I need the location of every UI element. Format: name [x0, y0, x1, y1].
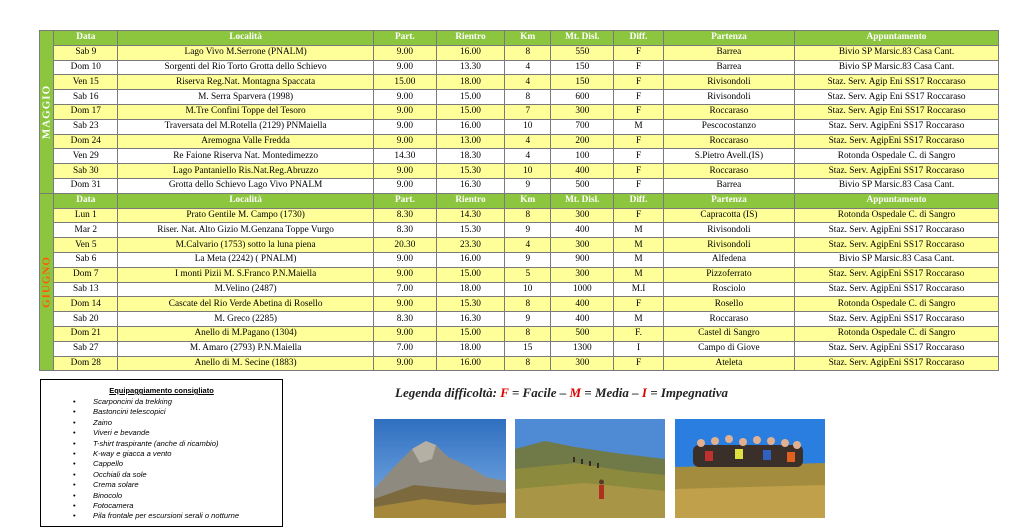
cell-start-place: Barrea	[663, 60, 794, 75]
column-header-start-place: Partenza	[663, 31, 794, 46]
cell-date: Dom 14	[54, 297, 118, 312]
cell-location: M.Tre Confini Toppe del Tesoro	[118, 104, 374, 119]
cell-start-place: Rosciolo	[663, 282, 794, 297]
cell-location: M. Greco (2285)	[118, 312, 374, 327]
cell-meeting-point: Staz. Serv. Agip Eni SS17 Roccaraso	[795, 90, 999, 105]
cell-start-place: Roccaraso	[663, 104, 794, 119]
table-row	[40, 178, 999, 193]
cell-date: Sab 9	[54, 45, 118, 60]
cell-departure-time: 8.30	[373, 312, 436, 327]
cell-meeting-point: Staz. Serv. AgipEni SS17 Roccaraso	[795, 312, 999, 327]
cell-departure-time: 9.00	[373, 104, 436, 119]
legend-m-letter: M	[569, 385, 582, 400]
equipment-item: • Occhiali da sole	[93, 470, 282, 480]
cell-date: Sab 20	[54, 312, 118, 327]
column-header-return-time: Rientro	[436, 31, 504, 46]
cell-elevation-gain: 300	[551, 238, 614, 253]
table-row	[40, 297, 999, 312]
cell-return-time: 16.30	[436, 312, 504, 327]
cell-elevation-gain: 300	[551, 208, 614, 223]
cell-meeting-point: Bivio SP Marsic.83 Casa Cant.	[795, 45, 999, 60]
cell-start-place: Roccaraso	[663, 134, 794, 149]
cell-start-place: S.Pietro Avell.(IS)	[663, 149, 794, 164]
cell-departure-time: 20.30	[373, 238, 436, 253]
cell-date: Sab 23	[54, 119, 118, 134]
cell-meeting-point: Staz. Serv. AgipEni SS17 Roccaraso	[795, 356, 999, 371]
month-label-cell	[40, 193, 54, 371]
cell-departure-time: 7.00	[373, 282, 436, 297]
cell-elevation-gain: 700	[551, 119, 614, 134]
cell-departure-time: 9.00	[373, 178, 436, 193]
cell-elevation-gain: 400	[551, 164, 614, 179]
cell-meeting-point: Staz. Serv. AgipEni SS17 Roccaraso	[795, 282, 999, 297]
cell-difficulty: I	[614, 341, 664, 356]
table-row	[40, 223, 999, 238]
cell-return-time: 15.30	[436, 297, 504, 312]
cell-km: 5	[505, 267, 551, 282]
cell-location: Prato Gentile M. Campo (1730)	[118, 208, 374, 223]
column-header-departure-time: Part.	[373, 31, 436, 46]
cell-meeting-point: Rotonda Ospedale C. di Sangro	[795, 149, 999, 164]
table-row	[40, 45, 999, 60]
table-row	[40, 252, 999, 267]
cell-difficulty: F	[614, 75, 664, 90]
cell-start-place: Barrea	[663, 45, 794, 60]
cell-meeting-point: Rotonda Ospedale C. di Sangro	[795, 297, 999, 312]
table-row	[40, 119, 999, 134]
cell-km: 8	[505, 297, 551, 312]
cell-meeting-point: Staz. Serv. AgipEni SS17 Roccaraso	[795, 238, 999, 253]
cell-elevation-gain: 1000	[551, 282, 614, 297]
excursion-schedule-table	[39, 30, 999, 371]
cell-departure-time: 9.00	[373, 297, 436, 312]
column-header-elevation-gain: Mt. Disl.	[551, 31, 614, 46]
legend-m-text: = Media –	[581, 385, 642, 400]
table-header-row	[40, 193, 999, 208]
cell-date: Sab 13	[54, 282, 118, 297]
cell-meeting-point: Bivio SP Marsic.83 Casa Cant.	[795, 60, 999, 75]
cell-elevation-gain: 500	[551, 326, 614, 341]
cell-return-time: 18.00	[436, 341, 504, 356]
cell-difficulty: F	[614, 134, 664, 149]
cell-return-time: 15.30	[436, 164, 504, 179]
column-header-departure-time: Part.	[373, 193, 436, 208]
cell-date: Dom 31	[54, 178, 118, 193]
cell-km: 8	[505, 356, 551, 371]
cell-return-time: 16.00	[436, 119, 504, 134]
cell-start-place: Capracotta (IS)	[663, 208, 794, 223]
cell-meeting-point: Staz. Serv. AgipEni SS17 Roccaraso	[795, 267, 999, 282]
cell-difficulty: M	[614, 252, 664, 267]
cell-departure-time: 14.30	[373, 149, 436, 164]
equipment-item: • K-way e giacca a vento	[93, 449, 282, 459]
cell-location: Anello di M.Pagano (1304)	[118, 326, 374, 341]
cell-km: 8	[505, 90, 551, 105]
cell-km: 8	[505, 45, 551, 60]
cell-date: Sab 27	[54, 341, 118, 356]
equipment-item: • Scarponcini da trekking	[93, 397, 282, 407]
cell-meeting-point: Rotonda Ospedale C. di Sangro	[795, 208, 999, 223]
cell-difficulty: F	[614, 297, 664, 312]
cell-return-time: 16.00	[436, 252, 504, 267]
column-header-start-place: Partenza	[663, 193, 794, 208]
cell-return-time: 13.00	[436, 134, 504, 149]
column-header-meeting-point: Appuntamento	[795, 31, 999, 46]
cell-return-time: 15.00	[436, 104, 504, 119]
cell-elevation-gain: 400	[551, 297, 614, 312]
cell-return-time: 15.00	[436, 326, 504, 341]
cell-return-time: 14.30	[436, 208, 504, 223]
cell-elevation-gain: 600	[551, 90, 614, 105]
cell-km: 10	[505, 164, 551, 179]
equipment-item: • Binocolo	[93, 491, 282, 501]
column-header-difficulty: Diff.	[614, 193, 664, 208]
equipment-item: • Crema solare	[93, 480, 282, 490]
column-header-location: Località	[118, 31, 374, 46]
cell-elevation-gain: 400	[551, 312, 614, 327]
column-header-date: Data	[54, 31, 118, 46]
cell-elevation-gain: 200	[551, 134, 614, 149]
cell-location: Lago Vivo M.Serrone (PNALM)	[118, 45, 374, 60]
legend-f-text: = Facile –	[508, 385, 570, 400]
cell-departure-time: 8.30	[373, 208, 436, 223]
cell-meeting-point: Rotonda Ospedale C. di Sangro	[795, 326, 999, 341]
group-summit-photo	[675, 419, 825, 518]
legend-i-letter: I	[641, 385, 647, 400]
cell-meeting-point: Staz. Serv. Agip Eni SS17 Roccaraso	[795, 75, 999, 90]
cell-date: Sab 30	[54, 164, 118, 179]
cell-elevation-gain: 100	[551, 149, 614, 164]
table-row	[40, 149, 999, 164]
cell-difficulty: F	[614, 149, 664, 164]
cell-location: M.Calvario (1753) sotto la luna piena	[118, 238, 374, 253]
cell-location: Grotta dello Schievo Lago Vivo PNALM	[118, 178, 374, 193]
table-row	[40, 134, 999, 149]
cell-difficulty: F	[614, 45, 664, 60]
cell-start-place: Pizzoferrato	[663, 267, 794, 282]
cell-elevation-gain: 150	[551, 75, 614, 90]
cell-return-time: 13.30	[436, 60, 504, 75]
cell-meeting-point: Staz. Serv. AgipEni SS17 Roccaraso	[795, 223, 999, 238]
cell-difficulty: F	[614, 104, 664, 119]
table-row	[40, 267, 999, 282]
cell-difficulty: F	[614, 60, 664, 75]
equipment-list	[41, 397, 282, 522]
cell-date: Sab 6	[54, 252, 118, 267]
cell-km: 9	[505, 223, 551, 238]
cell-location: I monti Pizii M. S.Franco P.N.Maiella	[118, 267, 374, 282]
cell-departure-time: 9.00	[373, 60, 436, 75]
cell-start-place: Rivisondoli	[663, 90, 794, 105]
cell-location: Cascate del Rio Verde Abetina di Rosello	[118, 297, 374, 312]
cell-departure-time: 9.00	[373, 90, 436, 105]
cell-location: La Meta (2242) ( PNALM)	[118, 252, 374, 267]
cell-location: M.Velino (2487)	[118, 282, 374, 297]
hikers-trail-photo	[515, 419, 665, 518]
cell-departure-time: 7.00	[373, 341, 436, 356]
equipment-box	[40, 379, 283, 527]
cell-departure-time: 9.00	[373, 267, 436, 282]
cell-return-time: 16.00	[436, 356, 504, 371]
cell-difficulty: M	[614, 238, 664, 253]
legend-prefix: Legenda difficoltà:	[395, 385, 501, 400]
cell-date: Dom 7	[54, 267, 118, 282]
table-row	[40, 75, 999, 90]
cell-difficulty: F	[614, 356, 664, 371]
cell-elevation-gain: 300	[551, 104, 614, 119]
cell-location: Re Faione Riserva Nat. Montedimezzo	[118, 149, 374, 164]
equipment-item: • Pila frontale per escursioni serali o notturne	[93, 511, 282, 521]
cell-date: Ven 5	[54, 238, 118, 253]
table-header-row	[40, 31, 999, 46]
column-header-return-time: Rientro	[436, 193, 504, 208]
cell-elevation-gain: 1300	[551, 341, 614, 356]
table-row	[40, 60, 999, 75]
table-row	[40, 282, 999, 297]
cell-elevation-gain: 400	[551, 223, 614, 238]
cell-date: Ven 29	[54, 149, 118, 164]
column-header-km: Km	[505, 193, 551, 208]
equipment-item: • Fotocamera	[93, 501, 282, 511]
cell-elevation-gain: 900	[551, 252, 614, 267]
cell-departure-time: 15.00	[373, 75, 436, 90]
column-header-meeting-point: Appuntamento	[795, 193, 999, 208]
table-row	[40, 238, 999, 253]
cell-departure-time: 9.00	[373, 134, 436, 149]
equipment-item: • Cappello	[93, 459, 282, 469]
table-row	[40, 208, 999, 223]
cell-elevation-gain: 500	[551, 178, 614, 193]
cell-date: Ven 15	[54, 75, 118, 90]
cell-date: Lun 1	[54, 208, 118, 223]
cell-date: Dom 24	[54, 134, 118, 149]
cell-date: Dom 28	[54, 356, 118, 371]
cell-start-place: Castel di Sangro	[663, 326, 794, 341]
cell-elevation-gain: 300	[551, 356, 614, 371]
cell-departure-time: 9.00	[373, 119, 436, 134]
cell-start-place: Rivisondoli	[663, 238, 794, 253]
cell-km: 9	[505, 178, 551, 193]
cell-difficulty: M	[614, 223, 664, 238]
cell-difficulty: M	[614, 312, 664, 327]
cell-km: 4	[505, 75, 551, 90]
cell-location: Anello di M. Secine (1883)	[118, 356, 374, 371]
month-label: MAGGIO	[40, 84, 53, 140]
cell-km: 4	[505, 134, 551, 149]
cell-return-time: 18.00	[436, 75, 504, 90]
legend-i-text: = Impegnativa	[646, 385, 729, 400]
table-row	[40, 104, 999, 119]
cell-location: Sorgenti del Rio Torto Grotta dello Schievo	[118, 60, 374, 75]
cell-date: Dom 10	[54, 60, 118, 75]
cell-departure-time: 9.00	[373, 252, 436, 267]
cell-return-time: 16.00	[436, 45, 504, 60]
cell-km: 4	[505, 60, 551, 75]
cell-location: M. Amaro (2793) P.N.Maiella	[118, 341, 374, 356]
cell-location: M. Serra Sparvera (1998)	[118, 90, 374, 105]
column-header-difficulty: Diff.	[614, 31, 664, 46]
cell-difficulty: F	[614, 178, 664, 193]
cell-km: 9	[505, 252, 551, 267]
cell-location: Aremogna Valle Fredda	[118, 134, 374, 149]
table-row	[40, 312, 999, 327]
cell-start-place: Rivisondoli	[663, 223, 794, 238]
cell-km: 7	[505, 104, 551, 119]
cell-difficulty: F	[614, 90, 664, 105]
cell-elevation-gain: 150	[551, 60, 614, 75]
cell-meeting-point: Staz. Serv. AgipEni SS17 Roccaraso	[795, 119, 999, 134]
mountain-peak-photo	[374, 419, 506, 518]
equipment-item: • Bastoncini telescopici	[93, 407, 282, 417]
cell-location: Riser. Nat. Alto Gizio M.Genzana Toppe Vurgo	[118, 223, 374, 238]
cell-difficulty: F	[614, 164, 664, 179]
cell-elevation-gain: 550	[551, 45, 614, 60]
cell-location: Traversata del M.Rotella (2129) PNMaiella	[118, 119, 374, 134]
cell-departure-time: 9.00	[373, 45, 436, 60]
cell-meeting-point: Staz. Serv. AgipEni SS17 Roccaraso	[795, 134, 999, 149]
cell-meeting-point: Staz. Serv. AgipEni SS17 Roccaraso	[795, 341, 999, 356]
cell-km: 10	[505, 119, 551, 134]
cell-km: 10	[505, 282, 551, 297]
cell-difficulty: M	[614, 119, 664, 134]
cell-return-time: 18.00	[436, 282, 504, 297]
difficulty-legend	[395, 385, 728, 401]
cell-meeting-point: Bivio SP Marsic.83 Casa Cant.	[795, 178, 999, 193]
cell-return-time: 23.30	[436, 238, 504, 253]
cell-km: 15	[505, 341, 551, 356]
cell-start-place: Rivisondoli	[663, 75, 794, 90]
month-label: GIUGNO	[40, 256, 53, 308]
cell-meeting-point: Staz. Serv. Agip Eni SS17 Roccaraso	[795, 104, 999, 119]
cell-location: Lago Pantaniello Ris.Nat.Reg.Abruzzo	[118, 164, 374, 179]
month-label-cell	[40, 31, 54, 194]
cell-km: 8	[505, 326, 551, 341]
table-row	[40, 90, 999, 105]
cell-start-place: Alfedena	[663, 252, 794, 267]
table-row	[40, 341, 999, 356]
cell-departure-time: 9.00	[373, 326, 436, 341]
cell-start-place: Barrea	[663, 178, 794, 193]
cell-difficulty: M	[614, 267, 664, 282]
cell-departure-time: 9.00	[373, 164, 436, 179]
table-row	[40, 356, 999, 371]
cell-start-place: Rosello	[663, 297, 794, 312]
equipment-item: • Viveri e bevande	[93, 428, 282, 438]
cell-km: 9	[505, 312, 551, 327]
column-header-km: Km	[505, 31, 551, 46]
cell-elevation-gain: 300	[551, 267, 614, 282]
cell-meeting-point: Bivio SP Marsic.83 Casa Cant.	[795, 252, 999, 267]
cell-date: Dom 21	[54, 326, 118, 341]
cell-return-time: 18.30	[436, 149, 504, 164]
cell-km: 4	[505, 238, 551, 253]
cell-meeting-point: Staz. Serv. AgipEni SS17 Roccaraso	[795, 164, 999, 179]
cell-km: 4	[505, 149, 551, 164]
cell-km: 8	[505, 208, 551, 223]
cell-return-time: 16.30	[436, 178, 504, 193]
column-header-location: Località	[118, 193, 374, 208]
cell-start-place: Roccaraso	[663, 164, 794, 179]
column-header-date: Data	[54, 193, 118, 208]
cell-difficulty: F.	[614, 326, 664, 341]
cell-start-place: Ateleta	[663, 356, 794, 371]
cell-return-time: 15.30	[436, 223, 504, 238]
table-row	[40, 164, 999, 179]
cell-departure-time: 9.00	[373, 356, 436, 371]
cell-date: Dom 17	[54, 104, 118, 119]
cell-date: Mar 2	[54, 223, 118, 238]
cell-difficulty: F	[614, 208, 664, 223]
cell-difficulty: M.I	[614, 282, 664, 297]
equipment-item: • Zaino	[93, 418, 282, 428]
cell-start-place: Roccaraso	[663, 312, 794, 327]
legend-f-letter: F	[500, 385, 509, 400]
cell-date: Sab 16	[54, 90, 118, 105]
cell-return-time: 15.00	[436, 267, 504, 282]
equipment-title: Equipaggiamento consigliato	[109, 386, 214, 395]
cell-location: Riserva Reg.Nat. Montagna Spaccata	[118, 75, 374, 90]
equipment-item: • T-shirt traspirante (anche di ricambio)	[93, 439, 282, 449]
cell-start-place: Pescocostanzo	[663, 119, 794, 134]
cell-return-time: 15.00	[436, 90, 504, 105]
cell-start-place: Campo di Giove	[663, 341, 794, 356]
table-row	[40, 326, 999, 341]
column-header-elevation-gain: Mt. Disl.	[551, 193, 614, 208]
cell-departure-time: 8.30	[373, 223, 436, 238]
